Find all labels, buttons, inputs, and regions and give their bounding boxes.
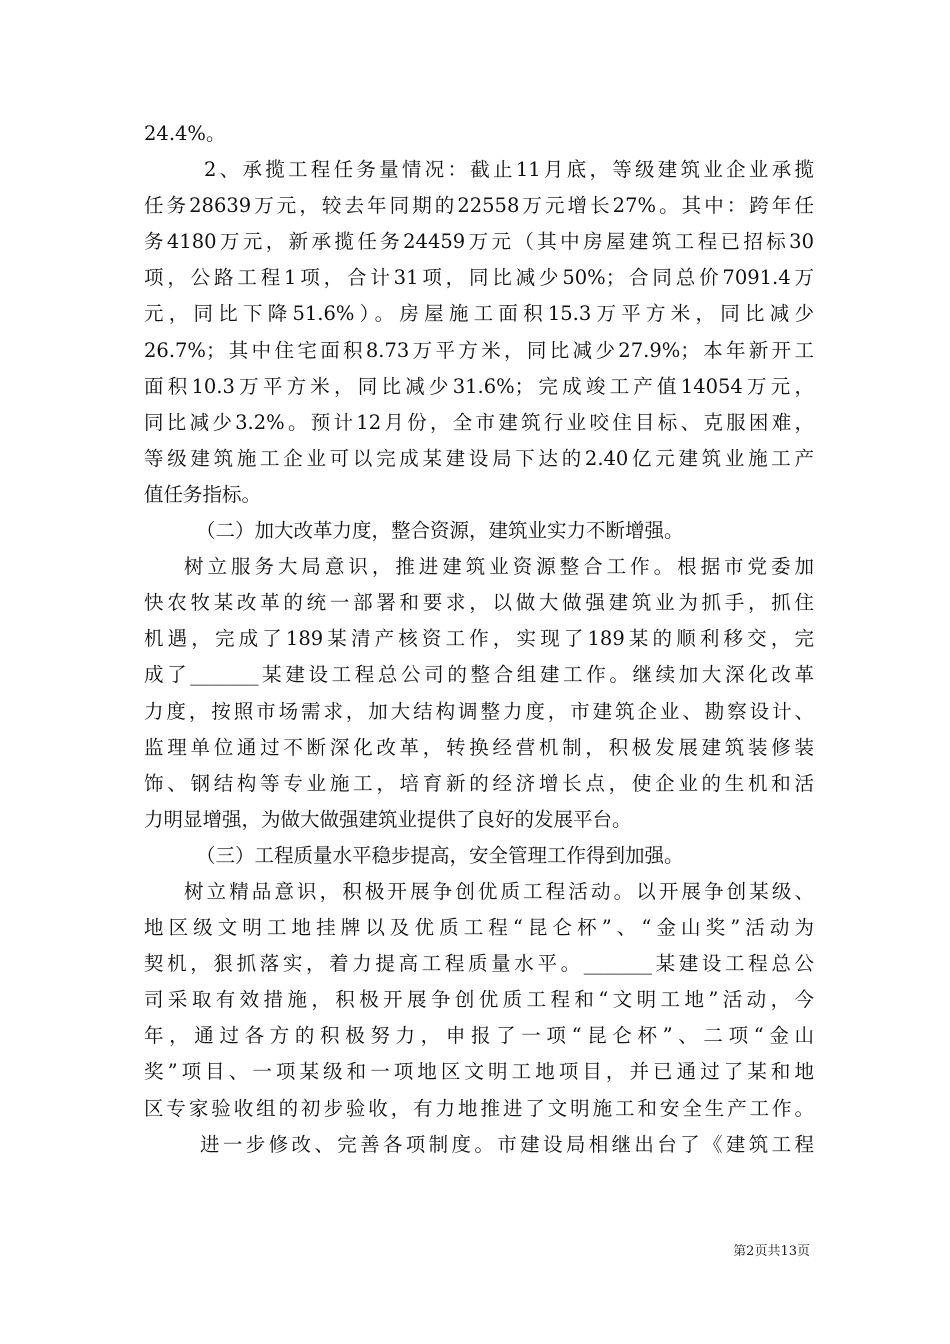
text-line: 务4180万元，新承揽任务24459万元（其中房屋建筑工程已招标30 <box>144 230 814 254</box>
text-line: 2、承揽工程任务量情况：截止11月底，等级建筑业企业承揽 <box>204 158 814 182</box>
text-line: 力明显增强，为做大做强建筑业提供了良好的发展平台。 <box>144 807 632 831</box>
text-line: 年，通过各方的积极努力，申报了一项“昆仑杯”、二项“金山 <box>144 1024 814 1048</box>
text-line: 区专家验收组的初步验收，有力地推进了文明施工和安全生产工作。 <box>144 1096 814 1120</box>
text-line: 成了_______某建设工程总公司的整合组建工作。继续加大深化改革 <box>144 663 814 687</box>
text-line: 等级建筑施工企业可以完成某建设局下达的2.40亿元建筑业施工产 <box>144 446 814 470</box>
text-line: 机遇，完成了189某清产核资工作，实现了189某的顺利移交，完 <box>144 627 814 651</box>
text-line: 树立服务大局意识，推进建筑业资源整合工作。根据市党委加 <box>184 555 814 579</box>
text-line: 任务28639万元，较去年同期的22558万元增长27%。其中：跨年任 <box>144 194 814 218</box>
text-line: 地区级文明工地挂牌以及优质工程“昆仑杯”、“金山奖”活动为 <box>144 916 814 940</box>
text-line: 快农牧某改革的统一部署和要求，以做大做强建筑业为抓手，抓住 <box>144 591 814 615</box>
text-line: 饰、钢结构等专业施工，培育新的经济增长点，使企业的生机和活 <box>144 771 814 795</box>
text-line: 元，同比下降51.6%）。房屋施工面积15.3万平方米，同比减少 <box>144 302 814 326</box>
page-number: 第2页共13页 <box>733 1244 810 1259</box>
section-heading: （三）工程质量水平稳步提高，安全管理工作得到加强。 <box>196 843 684 867</box>
text-line: 司采取有效措施，积极开展争创优质工程和“文明工地”活动，今 <box>144 988 814 1012</box>
text-line: 同比减少3.2%。预计12月份，全市建筑行业咬住目标、克服困难， <box>144 410 814 434</box>
text-line: 契机，狠抓落实，着力提高工程质量水平。_______某建设工程总公 <box>144 952 814 976</box>
text-line: 监理单位通过不断深化改革，转换经营机制，积极发展建筑装修装 <box>144 735 814 759</box>
section-heading: （二）加大改革力度，整合资源，建筑业实力不断增强。 <box>196 519 684 543</box>
text-line: 面积10.3万平方米，同比减少31.6%；完成竣工产值14054万元， <box>144 374 814 398</box>
text-line: 24.4%。 <box>144 122 226 145</box>
text-line: 26.7%；其中住宅面积8.73万平方米，同比减少27.9%；本年新开工 <box>144 338 814 362</box>
document-body <box>144 116 814 1163</box>
text-line: 树立精品意识，积极开展争创优质工程活动。以开展争创某级、 <box>184 879 814 903</box>
text-line: 力度，按照市场需求，加大结构调整力度，市建筑企业、勘察设计、 <box>144 699 814 723</box>
text-line: 进一步修改、完善各项制度。市建设局相继出台了《建筑工程 <box>200 1132 814 1156</box>
text-line: 奖”项目、一项某级和一项地区文明工地项目，并已通过了某和地 <box>144 1060 814 1084</box>
text-line: 值任务指标。 <box>144 482 262 506</box>
text-line: 项，公路工程1项，合计31项，同比减少50%；合同总价7091.4万 <box>144 266 814 290</box>
